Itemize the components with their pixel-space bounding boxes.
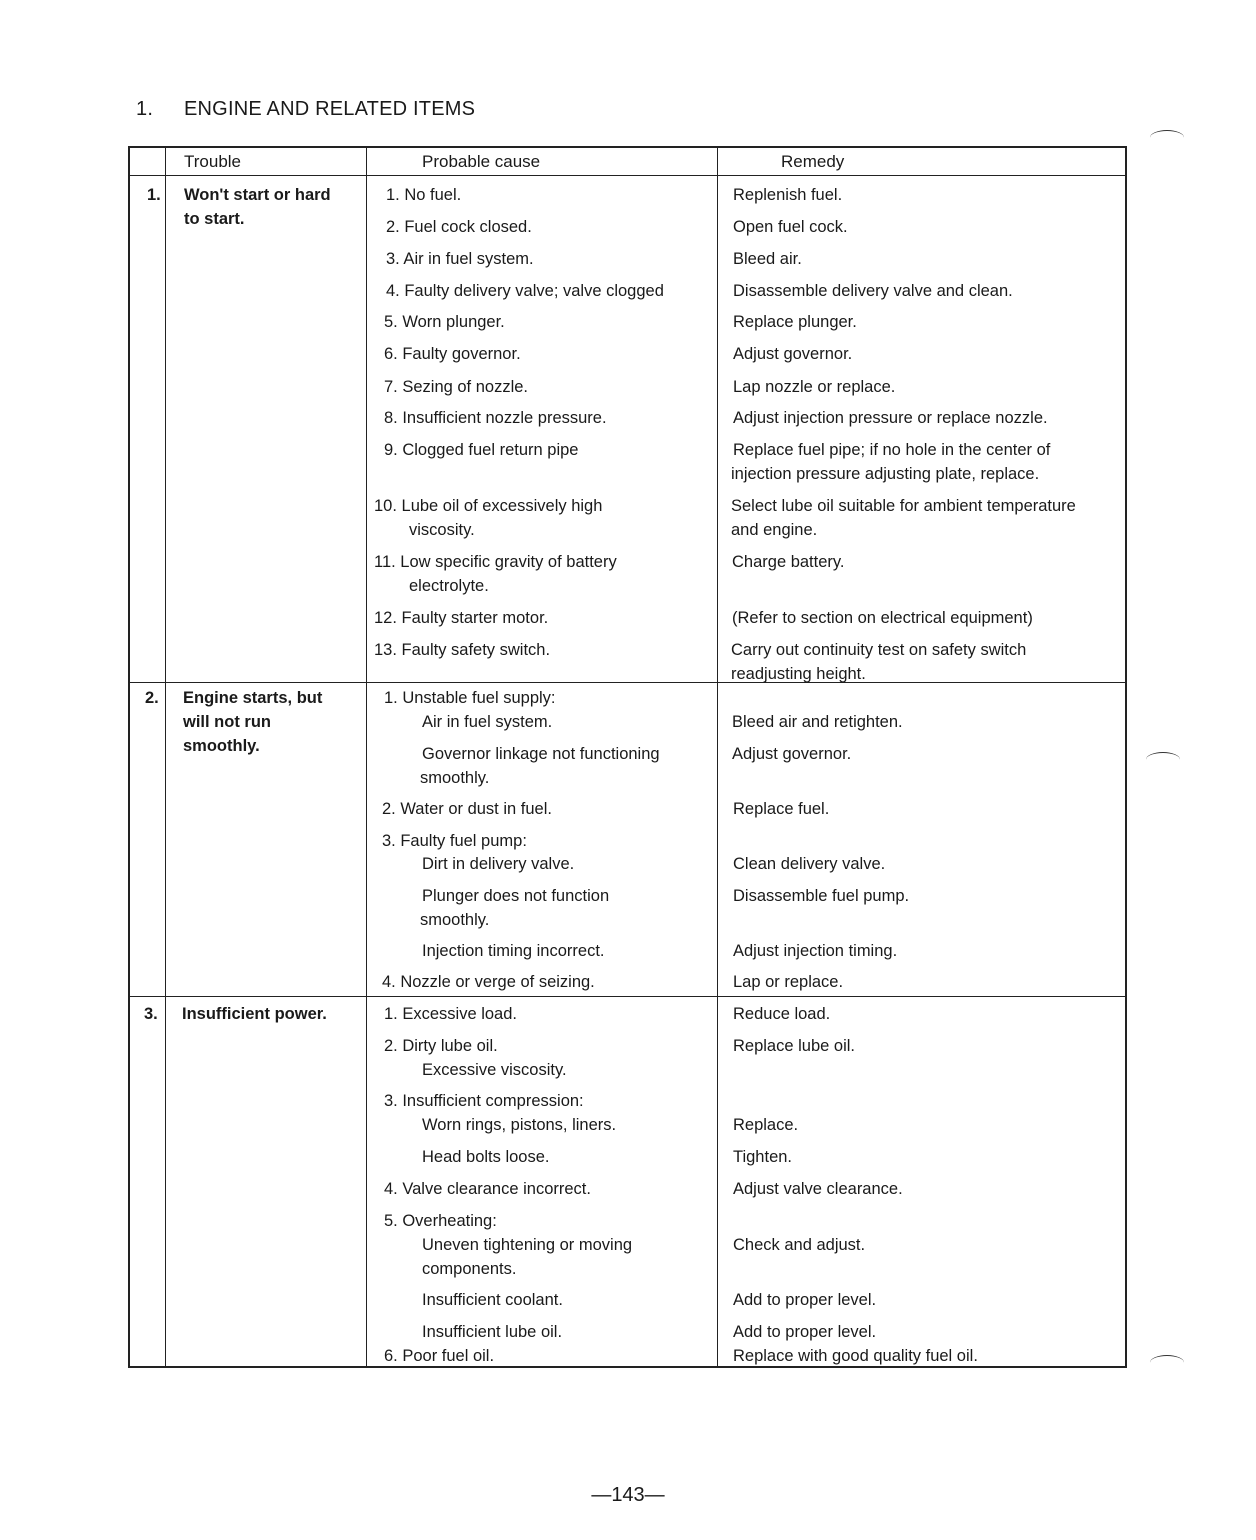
remedy-line: Bleed air and retighten. bbox=[732, 713, 903, 731]
header-trouble: Trouble bbox=[184, 152, 242, 171]
row-divider bbox=[130, 682, 1125, 683]
cause-line: 13. Faulty safety switch. bbox=[374, 641, 551, 659]
remedy-line: Adjust governor. bbox=[733, 345, 853, 363]
section-title: ENGINE AND RELATED ITEMS bbox=[184, 98, 476, 120]
trouble-text: Engine starts, but bbox=[183, 689, 323, 707]
remedy-line: Add to proper level. bbox=[733, 1291, 877, 1309]
cause-line: 4. Faulty delivery valve; valve clogged bbox=[386, 282, 664, 300]
cause-line: viscosity. bbox=[409, 521, 475, 539]
remedy-line: Disassemble delivery valve and clean. bbox=[733, 282, 1013, 300]
binder-mark bbox=[1150, 1355, 1184, 1370]
cause-line: 3. Air in fuel system. bbox=[386, 250, 534, 268]
header-divider bbox=[130, 175, 1125, 176]
remedy-line: Select lube oil suitable for ambient temperature bbox=[731, 497, 1076, 515]
trouble-text: Won't start or hard bbox=[184, 186, 331, 204]
remedy-line: and engine. bbox=[731, 521, 818, 539]
cause-line: 6. Faulty governor. bbox=[384, 345, 521, 363]
cause-line: 6. Poor fuel oil. bbox=[384, 1347, 495, 1365]
cause-line: 1. No fuel. bbox=[386, 186, 462, 204]
remedy-line: Replace plunger. bbox=[733, 313, 857, 331]
cause-line: Uneven tightening or moving bbox=[422, 1236, 633, 1254]
cause-line: 12. Faulty starter motor. bbox=[374, 609, 549, 627]
remedy-line: Add to proper level. bbox=[733, 1323, 877, 1341]
cause-line: 1. Excessive load. bbox=[384, 1005, 517, 1023]
remedy-line: Clean delivery valve. bbox=[733, 855, 886, 873]
cause-line: 4. Valve clearance incorrect. bbox=[384, 1180, 591, 1198]
cause-line: 11. Low specific gravity of battery bbox=[374, 553, 617, 571]
section-number: 1. bbox=[136, 98, 154, 120]
cause-line: Head bolts loose. bbox=[422, 1148, 550, 1166]
cause-line: 3. Faulty fuel pump: bbox=[382, 832, 527, 850]
remedy-line: (Refer to section on electrical equipment) bbox=[732, 609, 1033, 627]
row-divider bbox=[130, 996, 1125, 997]
remedy-line: Lap or replace. bbox=[733, 973, 844, 991]
cause-line: Air in fuel system. bbox=[422, 713, 553, 731]
cause-line: 2. Fuel cock closed. bbox=[386, 218, 532, 236]
trouble-text: to start. bbox=[184, 210, 245, 228]
trouble-number: 2. bbox=[145, 689, 159, 707]
column-divider bbox=[165, 148, 166, 1366]
section-heading bbox=[136, 98, 475, 121]
remedy-line: Disassemble fuel pump. bbox=[733, 887, 910, 905]
remedy-line: Adjust injection pressure or replace nozzle. bbox=[733, 409, 1048, 427]
remedy-line: Check and adjust. bbox=[733, 1236, 866, 1254]
cause-line: 2. Dirty lube oil. bbox=[384, 1037, 498, 1055]
cause-line: electrolyte. bbox=[409, 577, 489, 595]
binder-mark bbox=[1150, 130, 1184, 145]
cause-line: 10. Lube oil of excessively high bbox=[374, 497, 603, 515]
cause-line: 3. Insufficient compression: bbox=[384, 1092, 584, 1110]
remedy-line: Replace. bbox=[733, 1116, 799, 1134]
trouble-text: smoothly. bbox=[183, 737, 260, 755]
remedy-line: Reduce load. bbox=[733, 1005, 831, 1023]
remedy-line: Replace fuel. bbox=[733, 800, 830, 818]
cause-line: 5. Overheating: bbox=[384, 1212, 497, 1230]
cause-line: Injection timing incorrect. bbox=[422, 942, 605, 960]
page-number: —143— bbox=[591, 1484, 665, 1506]
remedy-line: injection pressure adjusting plate, replace. bbox=[731, 465, 1040, 483]
cause-line: Plunger does not function bbox=[422, 887, 610, 905]
remedy-line: Tighten. bbox=[733, 1148, 793, 1166]
binder-mark bbox=[1146, 752, 1180, 767]
cause-line: 8. Insufficient nozzle pressure. bbox=[384, 409, 607, 427]
cause-line: Worn rings, pistons, liners. bbox=[422, 1116, 617, 1134]
troubleshooting-table bbox=[128, 146, 1127, 1368]
trouble-number: 3. bbox=[144, 1005, 158, 1023]
remedy-line: Carry out continuity test on safety switch bbox=[731, 641, 1027, 659]
trouble-text: will not run bbox=[183, 713, 271, 731]
remedy-line: Lap nozzle or replace. bbox=[733, 378, 896, 396]
cause-line: 5. Worn plunger. bbox=[384, 313, 505, 331]
cause-line: smoothly. bbox=[420, 769, 490, 787]
header-remedy: Remedy bbox=[781, 152, 845, 171]
cause-line: 1. Unstable fuel supply: bbox=[384, 689, 556, 707]
cause-line: Dirt in delivery valve. bbox=[422, 855, 575, 873]
remedy-line: Charge battery. bbox=[732, 553, 845, 571]
remedy-line: readjusting height. bbox=[731, 665, 866, 683]
remedy-line: Adjust injection timing. bbox=[733, 942, 898, 960]
cause-line: Insufficient lube oil. bbox=[422, 1323, 563, 1341]
remedy-line: Replace lube oil. bbox=[733, 1037, 855, 1055]
remedy-line: Bleed air. bbox=[733, 250, 802, 268]
header-cause: Probable cause bbox=[422, 152, 541, 171]
cause-line: 7. Sezing of nozzle. bbox=[384, 378, 529, 396]
remedy-line: Open fuel cock. bbox=[733, 218, 848, 236]
cause-line: 4. Nozzle or verge of seizing. bbox=[382, 973, 595, 991]
cause-line: components. bbox=[422, 1260, 517, 1278]
cause-line: Insufficient coolant. bbox=[422, 1291, 563, 1309]
remedy-line: Replenish fuel. bbox=[733, 186, 843, 204]
cause-line: 2. Water or dust in fuel. bbox=[382, 800, 552, 818]
remedy-line: Adjust governor. bbox=[732, 745, 852, 763]
remedy-line: Replace with good quality fuel oil. bbox=[733, 1347, 978, 1365]
trouble-number: 1. bbox=[147, 186, 161, 204]
cause-line: Governor linkage not functioning bbox=[422, 745, 660, 763]
column-divider bbox=[717, 148, 718, 1366]
remedy-line: Adjust valve clearance. bbox=[733, 1180, 903, 1198]
cause-line: smoothly. bbox=[420, 911, 490, 929]
cause-line: 9. Clogged fuel return pipe bbox=[384, 441, 579, 459]
cause-line: Excessive viscosity. bbox=[422, 1061, 567, 1079]
remedy-line: Replace fuel pipe; if no hole in the center of bbox=[733, 441, 1051, 459]
column-divider bbox=[366, 148, 367, 1366]
trouble-text: Insufficient power. bbox=[182, 1005, 327, 1023]
